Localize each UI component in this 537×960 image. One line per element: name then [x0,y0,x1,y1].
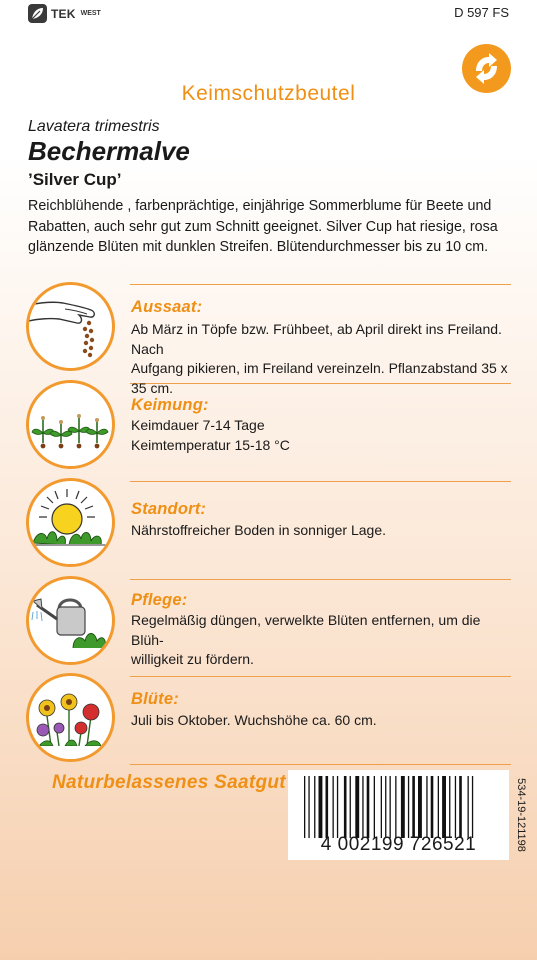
text-line: willigkeit zu fördern. [131,651,254,667]
latin-name: Lavatera trimestris [28,118,160,135]
barcode-digits: 4 002199 726521 [320,834,477,855]
section-text-keimung [131,416,516,455]
brand-logo [28,4,101,23]
section-text-standort [131,521,516,541]
sun-location-icon [26,478,115,567]
brand-name: TEK [51,6,76,21]
plant-name: Bechermalve [28,136,190,166]
side-code-text: 534-19-121198 [515,778,527,852]
divider [130,481,511,482]
seed-sowing-icon [26,282,115,371]
divider [130,676,511,677]
section-title-keimung: Keimung: [131,396,209,414]
brand-sub: WEST [80,10,101,17]
variety-name: ’Silver Cup’ [28,170,122,189]
flowers-icon [26,673,115,762]
section-title-bluete: Blüte: [131,690,179,708]
text-line: Aufgang pikieren, im Freiland vereinzeln. Pflanzabstand 35 x 35 cm. [131,360,508,396]
section-text-pflege [131,611,516,670]
divider [130,579,511,580]
section-title-standort: Standort: [131,500,207,518]
text-line: Keimtemperatur 15-18 °C [131,436,290,453]
text-line: Juli bis Oktober. Wuchshöhe ca. 60 cm. [131,712,377,728]
divider [130,284,511,285]
section-text-bluete [131,711,516,731]
watering-can-icon [26,576,115,665]
barcode-bars [304,776,500,838]
article-code: D 597 FS [454,5,509,20]
text-line: Keimdauer 7-14 Tage [131,417,265,433]
side-code [511,770,531,860]
seedlings-icon [26,380,115,469]
section-text-aussaat [131,320,516,398]
footer-tagline: Naturbelassenes Saatgut [52,772,286,793]
text-line: Nährstoffreicher Boden in sonniger Lage. [131,522,387,538]
section-title-pflege: Pflege: [131,591,188,609]
bag-type-label: Keimschutzbeutel [181,82,356,105]
leaf-icon [28,4,47,23]
barcode [288,770,509,860]
text-line: Regelmäßig düngen, verwelkte Blüten entfernen, um die Blüh- [131,612,481,648]
text-line: Ab März in Töpfe bzw. Frühbeet, ab April direkt ins Freiland. Nach [131,321,502,357]
divider [130,764,511,765]
section-title-aussaat: Aussaat: [131,298,203,316]
plant-description: Reichblühende , farbenprächtige, einjährige Sommerblume für Beete und Rabatten, auch sehr gut zum Schnitt geeignet. Silver Cup hat riesige, rosa glänzende Blüten mit dunklen Streifen. Blütendurchmesser bis zu 10 cm. [28,198,498,255]
